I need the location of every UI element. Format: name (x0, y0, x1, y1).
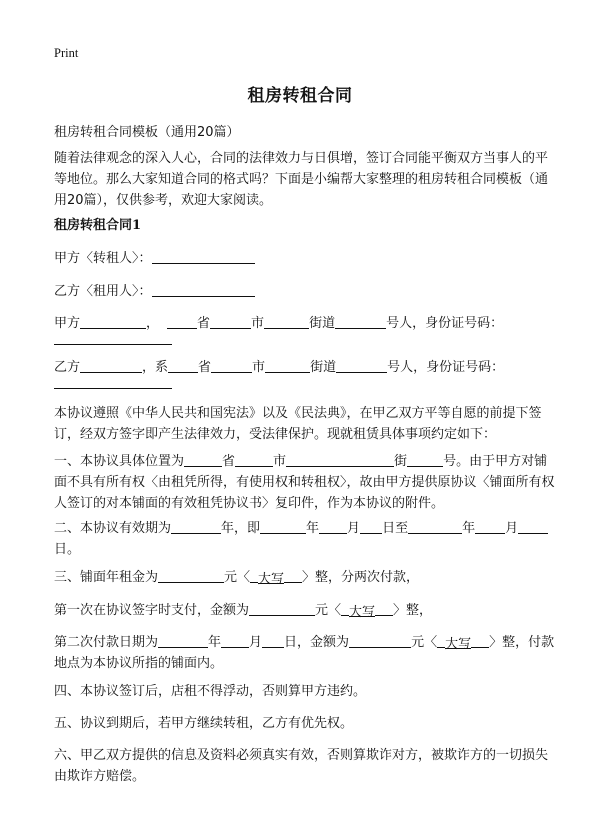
party-a-id-blank[interactable] (54, 330, 172, 345)
payment-2-year-blank[interactable] (158, 633, 208, 648)
payment-1-yuan-label: 元〈 (315, 603, 342, 618)
clause-3-yuan-label: 元〈 (224, 570, 251, 585)
clause-2-day-blank[interactable] (360, 519, 382, 534)
payment-2 (54, 632, 560, 674)
clause-1-street-blank[interactable] (286, 452, 394, 467)
payment-1-start: 第一次在协议签字时支付，金额为 (54, 603, 250, 618)
clause-2-year-label: 年 (306, 521, 320, 536)
party-a-line (54, 248, 558, 269)
party-a-id-blank-line[interactable] (54, 330, 172, 345)
clause-3-close: 〉整，分两次付款， (302, 570, 420, 585)
payment-1-amount-blank[interactable] (249, 601, 315, 616)
party-b-city-blank[interactable] (211, 358, 252, 373)
clause-2-years-label: 年，即 (221, 521, 261, 536)
payment-2-month-blank[interactable] (221, 633, 249, 648)
clause-2-end-year-label: 年 (462, 521, 476, 536)
clause-1-city-label: 市 (273, 454, 287, 469)
payment-1 (54, 600, 558, 621)
clause-2-year-blank[interactable] (260, 519, 306, 534)
party-a-city-label: 市 (251, 316, 265, 331)
clause-2 (54, 518, 560, 560)
party-a-street-blank[interactable] (264, 314, 309, 329)
party-b-id-blank-line[interactable] (54, 374, 172, 389)
clause-4: 四、本协议签订后，店租不得浮动，否则算甲方违约。 (54, 684, 367, 699)
clause-3-amount-blank[interactable] (158, 568, 224, 583)
party-a-number-blank[interactable] (335, 314, 386, 329)
party-b-label: 乙方〈租用人〉： (54, 284, 152, 299)
clause-3 (54, 567, 558, 588)
clause-1-rest: 号。由于甲方对铺面不具有所有权〈由租凭所得，有使用权和转租权〉，故由甲方提供原协议〈铺面所有权人签订的对本铺面的有效租凭协议书〉复印件，作为本协议的附件。 (54, 454, 555, 511)
clause-3-daxie-post[interactable] (284, 568, 302, 583)
clause-1-start: 一、本协议具体位置为 (54, 454, 185, 469)
payment-2-year-label: 年 (208, 635, 222, 650)
party-b-blank[interactable] (152, 282, 255, 297)
clause-2-month-label: 月 (347, 521, 361, 536)
clause-3-daxie-pre (250, 568, 258, 583)
payment-2-daxie-post[interactable] (471, 633, 489, 648)
party-b-street-label: 街道 (310, 360, 337, 375)
clause-2-end-day-label: 日。 (54, 542, 81, 557)
party-a-detail-prefix: 甲方 (54, 316, 81, 331)
clause-3-start: 三、铺面年租金为 (54, 570, 159, 585)
payment-1-daxie-post[interactable] (375, 601, 393, 616)
payment-2-yuan-label: 元〈 (411, 635, 438, 650)
party-a-label: 甲方〈转租人〉： (54, 251, 152, 266)
clause-6: 六、甲乙双方提供的信息及资料必须真实有效，否则算欺诈对方，被欺诈方的一切损失由欺诈方赔偿。 (54, 748, 549, 784)
party-a-number-label: 号人，身份证号码： (386, 316, 504, 331)
section-heading: 租房转租合同1 (54, 218, 142, 233)
party-b-number-blank[interactable] (336, 358, 387, 373)
clause-1 (54, 451, 560, 514)
party-b-number-label: 号人，身份证号码： (387, 360, 505, 375)
party-a-street-label: 街道 (309, 316, 336, 331)
payment-2-amount-blank[interactable] (349, 633, 411, 648)
party-a-province-label: 省 (197, 316, 211, 331)
document-subtitle: 租房转租合同模板（通用20篇） (54, 125, 240, 140)
clause-2-start: 二、本协议有效期为 (54, 521, 172, 536)
clause-2-end-month-blank[interactable] (475, 519, 505, 534)
payment-2-day-label: 日，金额为 (284, 635, 350, 650)
party-a-name-blank[interactable] (80, 314, 146, 329)
clause-1-city-gap[interactable] (235, 452, 273, 467)
party-b-city-label: 市 (252, 360, 266, 375)
party-a-city-blank[interactable] (210, 314, 251, 329)
payment-2-start: 第二次付款日期为 (54, 635, 159, 650)
payment-2-day-blank[interactable] (262, 633, 284, 648)
clause-1-province-blank[interactable] (184, 452, 222, 467)
payment-2-daxie: 大写 (445, 634, 471, 649)
party-b-id-blank[interactable] (54, 374, 172, 389)
payment-1-daxie: 大写 (349, 602, 375, 617)
clause-2-end-year-blank[interactable] (408, 519, 462, 534)
party-b-detail-prefix: 乙方 (54, 360, 81, 375)
document-title: 租房转租合同 (247, 86, 353, 106)
clause-1-street-label: 街 (394, 454, 408, 469)
payment-2-rest: 整，付款地点为本协议所指的铺面内。 (54, 635, 555, 671)
payment-1-close: 〉整， (393, 603, 433, 618)
clause-2-years-blank[interactable] (171, 519, 221, 534)
party-a-province-blank[interactable] (167, 314, 197, 329)
clause-1-province-label: 省 (222, 454, 236, 469)
clause-2-month-blank[interactable] (319, 519, 347, 534)
clause-2-end-day-blank[interactable] (518, 519, 548, 534)
payment-1-daxie-pre (341, 601, 349, 616)
party-b-province-blank[interactable] (168, 358, 198, 373)
preamble-paragraph: 本协议遵照《中华人民共和国宪法》以及《民法典》，在甲乙双方平等自愿的前提下签订，经双方签字即产生法律效力，受法律保护。现就租赁具体事项约定如下： (54, 406, 542, 442)
payment-2-month-label: 月 (249, 635, 263, 650)
party-b-detail-comma: ，系 (142, 360, 169, 375)
payment-2-daxie-pre (437, 633, 445, 648)
party-b-province-label: 省 (198, 360, 212, 375)
clause-2-day-to-label: 日至 (382, 521, 409, 536)
party-b-name-blank[interactable] (80, 358, 142, 373)
intro-paragraph: 随着法律观念的深入人心，合同的法律效力与日俱增，签订合同能平衡双方当事人的平等地位。那么大家知道合同的格式吗？下面是小编帮大家整理的租房转租合同模板（通用20篇），仅供参考，欢迎大家阅读。 (54, 151, 549, 208)
payment-2-close: 〉 (489, 635, 503, 650)
clause-2-end-month-label: 月 (505, 521, 519, 536)
clause-3-daxie: 大写 (258, 569, 284, 584)
clause-5: 五、协议到期后，若甲方继续转租，乙方有优先权。 (54, 716, 354, 731)
party-a-detail-comma: ， (146, 316, 160, 331)
clause-1-number-blank[interactable] (407, 452, 443, 467)
print-link[interactable]: Print (54, 46, 79, 60)
party-a-blank[interactable] (152, 249, 255, 264)
party-b-line (54, 281, 558, 302)
party-b-street-blank[interactable] (265, 358, 310, 373)
